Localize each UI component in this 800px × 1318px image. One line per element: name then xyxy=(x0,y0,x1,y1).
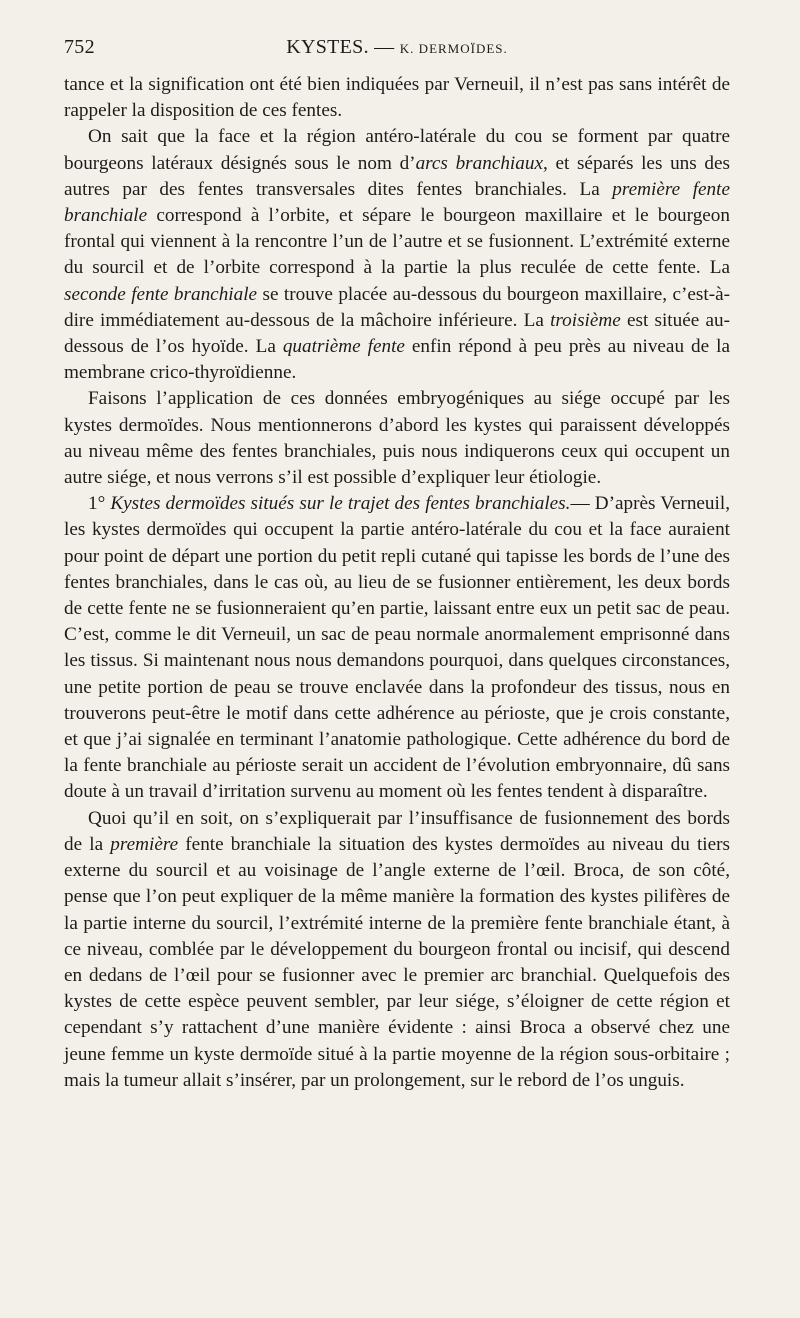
paragraph-application xyxy=(64,386,730,491)
text-run: , et séparés les uns des autres par des fentes transversales dites fentes branchiales. La xyxy=(64,152,730,200)
text-run: Quoi qu’il en soit, on s’expliquerait par l’insuffisance de fusionnement des bords de la xyxy=(64,807,730,855)
paragraph-text: Faisons l’application de ces données embryogéniques au siége occupé par les kystes dermoïdes. Nous mentionnerons d’abord les kystes qui paraissent développés au niveau même des fentes branchiales, puis nous indiquerons ceux qui occupent un autre siége, et nous verrons s’il est possible d’expliquer leur étiologie. xyxy=(64,388,730,489)
paragraph-section-1 xyxy=(64,491,730,805)
paragraph-branchial-arcs xyxy=(64,124,730,386)
text-run: fente branchiale la situation des kystes dermoïdes au niveau du tiers externe du sourcil et au voisinage de l’angle externe de l’œil. Broca, de son côté, pense que l’on peut expliquer de la même manière la formation des kystes pilifères de la partie interne du sourcil, l’extrémité interne de la première fente branchiale étant, à ce niveau, comblée par le développement du bourgeon frontal ou incisif, qui descend en dedans de l’œil pour se fusionner avec le premier arc branchial. Quelquefois des kystes de cette espèce peuvent sembler, par leur siége, s’éloigner de cette région et cependant s’y rattachent d’une manière évidente : ainsi Broca a observé chez une jeune femme un kyste dermoïde situé à la partie moyenne de la région sous-orbitaire ; mais la tumeur allait s’insérer, par un prolongement, sur le rebord de l’os unguis. xyxy=(64,833,730,1091)
italic-run: troisième xyxy=(550,309,621,331)
paragraph-fusion xyxy=(64,806,730,1094)
page-number: 752 xyxy=(64,36,95,58)
section-heading: Kystes dermoïdes situés sur le trajet des fentes branchiales. xyxy=(110,493,571,515)
section-number: 1° xyxy=(88,493,111,515)
running-title-main: KYSTES. — xyxy=(286,36,395,58)
text-run: enfin répond à peu près au niveau de la membrane crico-thyroïdienne. xyxy=(64,336,730,384)
running-title xyxy=(64,36,730,59)
italic-run: quatrième fente xyxy=(282,336,405,358)
paragraph-text: tance et la signification ont été bien indiquées par Verneuil, il n’est pas sans intérêt de rappeler la disposition de ces fentes. xyxy=(64,74,730,122)
text-run: se trouve placée au-dessous du bourgeon maxillaire, c’est-à-dire immédiatement au-dessous de la mâchoire inférieure. La xyxy=(64,283,731,331)
page-body xyxy=(64,72,730,1094)
text-run: correspond à l’orbite, et sépare le bourgeon maxillaire et le bourgeon frontal qui viennent à la rencontre l’un de l’autre et se fusionnent. L’extrémité externe du sourcil et de l’orbite correspond à la partie la plus reculée de cette fente. La xyxy=(64,205,730,279)
text-run: est située au-dessous de l’os hyoïde. La xyxy=(64,309,730,358)
running-title-sub: K. DERMOÏDES. xyxy=(399,41,508,56)
paragraph-continued xyxy=(64,72,730,124)
running-header xyxy=(64,36,730,66)
text-run: On sait que la face et la région antéro-latérale du cou se forment par quatre bourgeons latéraux désignés sous le nom d’ xyxy=(64,126,730,174)
italic-run: seconde fente branchiale xyxy=(64,283,258,305)
italic-run: première xyxy=(110,833,179,855)
text-run: — D’après Verneuil, les kystes dermoïdes qui occupent la partie antéro-latérale du cou et la face auraient pour point de départ une portion du petit repli cutané qui tapisse les bords de l’une des fentes branchiales, dans le cas où, au lieu de se fusionner entièrement, les deux bords de cette fente ne se fusionneraient qu’en partie, laissant entre eux un petit sac de peau. C’est, comme le dit Verneuil, un sac de peau normale anormalement emprisonné dans les tissus. Si maintenant nous nous demandons pourquoi, dans quelques circonstances, une petite portion de peau se trouve enclavée dans la profondeur des tissus, nous en trouverons peut-être le motif dans cette adhérence au périoste, que je crois constante, et que j’ai signalée en terminant l’anatomie pathologique. Cette adhérence du bord de la fente branchiale au périoste serait un accident de l’évolution embryonnaire, dû sans doute à un travail d’irritation survenu au moment où les fentes tendent à disparaître. xyxy=(64,493,730,803)
italic-run: arcs branchiaux xyxy=(415,152,543,174)
italic-run: première fente branchiale xyxy=(64,178,730,227)
